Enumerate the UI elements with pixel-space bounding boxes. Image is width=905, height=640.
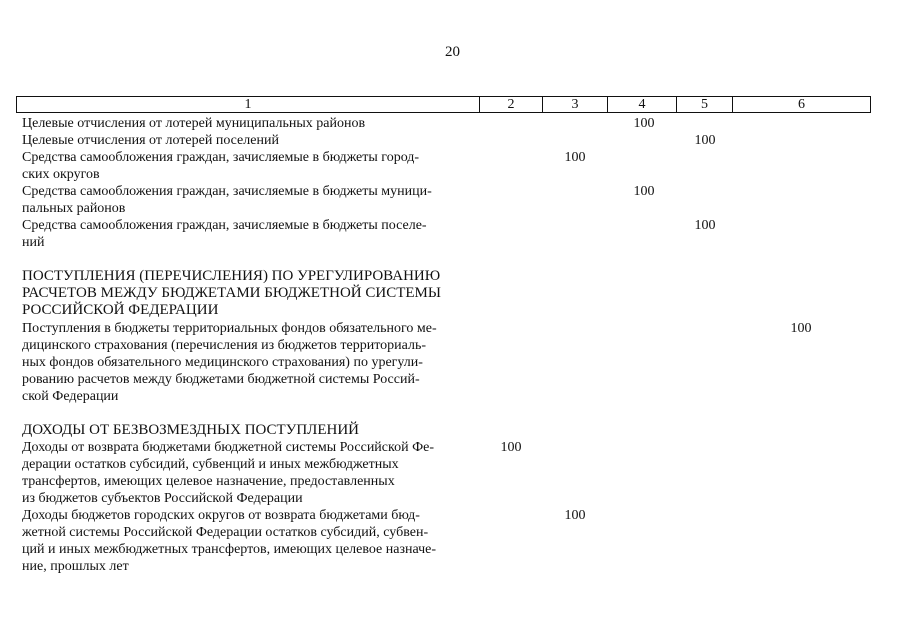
row-text: Поступления в бюджеты территориальных фондов обязательного ме- дицинского страхования (перечисления из бюджетов территориаль- ных фондов обязательного медицинского страхования) по урегули- рованию расчетов между бюджетами бюджетной системы Россий- ской Федерации xyxy=(22,321,437,404)
row-text: Доходы бюджетов городских округов от возврата бюджетами бюд- жетной системы Российской Федерации остатков субсидий, субвен- ций и иных межбюджетных трансфертов, имеющих целевое назначе- ние, прошлых лет xyxy=(22,508,437,574)
column-header-6: 6 xyxy=(733,97,871,113)
row-text: Целевые отчисления от лотерей поселений xyxy=(22,133,279,148)
row-value: 100 xyxy=(564,508,586,523)
row-text: Средства самообложения граждан, зачисляемые в бюджеты город- ских округов xyxy=(22,150,420,182)
page-number: 20 xyxy=(445,44,460,60)
row-text: Средства самообложения граждан, зачисляемые в бюджеты муници- пальных районов xyxy=(22,184,432,216)
section-heading: ДОХОДЫ ОТ БЕЗВОЗМЕЗДНЫХ ПОСТУПЛЕНИЙ xyxy=(22,422,359,438)
column-header-row xyxy=(16,96,871,113)
column-header-4: 4 xyxy=(608,97,677,113)
row-value: 100 xyxy=(694,218,716,233)
column-header-3: 3 xyxy=(543,97,608,113)
row-text: Доходы от возврата бюджетами бюджетной системы Российской Фе- дерации остатков субсидий, субвенций и иных межбюджетных трансфертов, имеющих целевое назначение, предоставленных из бюджетов субъектов Российской Федерации xyxy=(22,440,435,506)
row-value: 100 xyxy=(633,184,655,199)
row-value: 100 xyxy=(633,116,655,131)
row-value: 100 xyxy=(694,133,716,148)
row-value: 100 xyxy=(790,321,812,336)
column-header-5: 5 xyxy=(677,97,733,113)
row-value: 100 xyxy=(564,150,586,165)
column-header-2: 2 xyxy=(480,97,543,113)
row-value: 100 xyxy=(500,440,522,455)
column-header-1: 1 xyxy=(17,97,480,113)
row-text: Целевые отчисления от лотерей муниципальных районов xyxy=(22,116,366,131)
row-text: Средства самообложения граждан, зачисляемые в бюджеты поселе- ний xyxy=(22,218,427,250)
section-heading: ПОСТУПЛЕНИЯ (ПЕРЕЧИСЛЕНИЯ) ПО УРЕГУЛИРОВАНИЮ РАСЧЕТОВ МЕЖДУ БЮДЖЕТАМИ БЮДЖЕТНОЙ СИСТЕМЫ РОССИЙСКОЙ ФЕДЕРАЦИИ xyxy=(22,268,441,318)
